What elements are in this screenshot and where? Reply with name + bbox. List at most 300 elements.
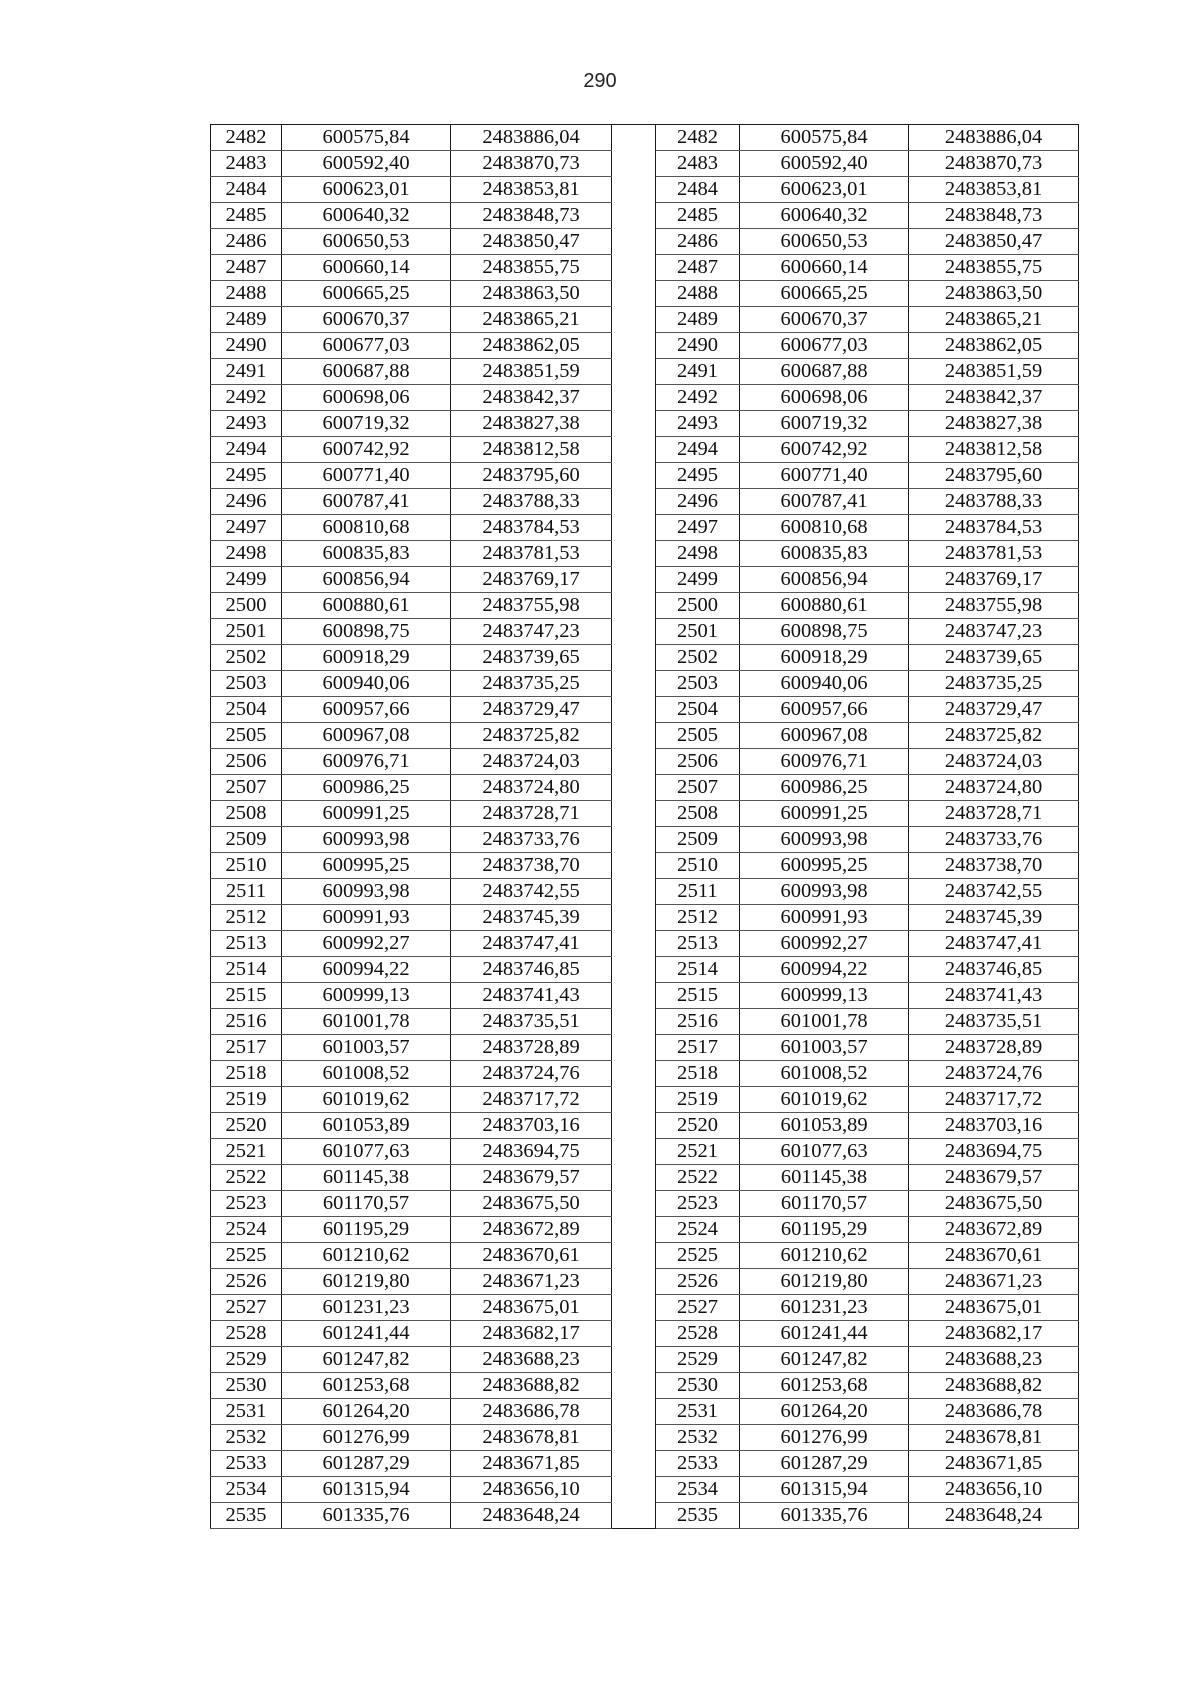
y-coordinate-cell: 2483703,16	[451, 1113, 612, 1139]
x-coordinate-cell: 601077,63	[740, 1139, 909, 1165]
x-coordinate-cell: 600898,75	[282, 619, 451, 645]
x-coordinate-cell: 600856,94	[740, 567, 909, 593]
y-coordinate-cell: 2483788,33	[909, 489, 1079, 515]
y-coordinate-cell: 2483739,65	[909, 645, 1079, 671]
point-number-cell: 2512	[656, 905, 740, 931]
blank-gap-cell	[612, 1321, 656, 1347]
x-coordinate-cell: 601170,57	[740, 1191, 909, 1217]
point-number-cell: 2483	[656, 151, 740, 177]
y-coordinate-cell: 2483848,73	[451, 203, 612, 229]
blank-gap-cell	[612, 1191, 656, 1217]
x-coordinate-cell: 600719,32	[282, 411, 451, 437]
y-coordinate-cell: 2483729,47	[451, 697, 612, 723]
blank-gap-cell	[612, 723, 656, 749]
point-number-cell: 2520	[656, 1113, 740, 1139]
x-coordinate-cell: 601241,44	[740, 1321, 909, 1347]
y-coordinate-cell: 2483735,25	[909, 671, 1079, 697]
table-row	[211, 1061, 1079, 1087]
y-coordinate-cell: 2483745,39	[909, 905, 1079, 931]
point-number-cell: 2503	[656, 671, 740, 697]
point-number-cell: 2493	[656, 411, 740, 437]
point-number-cell: 2498	[211, 541, 282, 567]
point-number-cell: 2520	[211, 1113, 282, 1139]
table-row	[211, 749, 1079, 775]
x-coordinate-cell: 600918,29	[740, 645, 909, 671]
blank-gap-cell	[612, 1295, 656, 1321]
point-number-cell: 2526	[211, 1269, 282, 1295]
x-coordinate-cell: 601315,94	[282, 1477, 451, 1503]
point-number-cell: 2513	[656, 931, 740, 957]
x-coordinate-cell: 600993,98	[282, 879, 451, 905]
x-coordinate-cell: 601335,76	[282, 1503, 451, 1529]
y-coordinate-cell: 2483670,61	[909, 1243, 1079, 1269]
y-coordinate-cell: 2483679,57	[909, 1165, 1079, 1191]
point-number-cell: 2509	[656, 827, 740, 853]
blank-gap-cell	[612, 125, 656, 151]
x-coordinate-cell: 600687,88	[282, 359, 451, 385]
point-number-cell: 2508	[656, 801, 740, 827]
coordinates-table-body	[211, 125, 1079, 1529]
point-number-cell: 2518	[656, 1061, 740, 1087]
y-coordinate-cell: 2483848,73	[909, 203, 1079, 229]
y-coordinate-cell: 2483724,80	[451, 775, 612, 801]
blank-gap-cell	[612, 983, 656, 1009]
point-number-cell: 2494	[656, 437, 740, 463]
point-number-cell: 2513	[211, 931, 282, 957]
blank-gap-cell	[612, 489, 656, 515]
y-coordinate-cell: 2483678,81	[909, 1425, 1079, 1451]
point-number-cell: 2482	[656, 125, 740, 151]
y-coordinate-cell: 2483795,60	[451, 463, 612, 489]
y-coordinate-cell: 2483694,75	[909, 1139, 1079, 1165]
x-coordinate-cell: 600698,06	[282, 385, 451, 411]
table-row	[211, 1243, 1079, 1269]
x-coordinate-cell: 601019,62	[282, 1087, 451, 1113]
blank-gap-cell	[612, 645, 656, 671]
x-coordinate-cell: 601241,44	[282, 1321, 451, 1347]
blank-gap-cell	[612, 515, 656, 541]
table-row	[211, 1191, 1079, 1217]
table-row	[211, 333, 1079, 359]
y-coordinate-cell: 2483812,58	[909, 437, 1079, 463]
x-coordinate-cell: 601253,68	[740, 1373, 909, 1399]
x-coordinate-cell: 600623,01	[740, 177, 909, 203]
table-row	[211, 463, 1079, 489]
blank-gap-cell	[612, 1165, 656, 1191]
x-coordinate-cell: 601195,29	[282, 1217, 451, 1243]
blank-gap-cell	[612, 827, 656, 853]
y-coordinate-cell: 2483812,58	[451, 437, 612, 463]
blank-gap-cell	[612, 775, 656, 801]
x-coordinate-cell: 600994,22	[740, 957, 909, 983]
point-number-cell: 2526	[656, 1269, 740, 1295]
y-coordinate-cell: 2483755,98	[909, 593, 1079, 619]
y-coordinate-cell: 2483656,10	[451, 1477, 612, 1503]
y-coordinate-cell: 2483747,41	[451, 931, 612, 957]
y-coordinate-cell: 2483886,04	[909, 125, 1079, 151]
y-coordinate-cell: 2483739,65	[451, 645, 612, 671]
blank-gap-cell	[612, 931, 656, 957]
table-row	[211, 593, 1079, 619]
y-coordinate-cell: 2483738,70	[909, 853, 1079, 879]
x-coordinate-cell: 600623,01	[282, 177, 451, 203]
x-coordinate-cell: 601219,80	[740, 1269, 909, 1295]
table-row	[211, 1009, 1079, 1035]
x-coordinate-cell: 600986,25	[282, 775, 451, 801]
y-coordinate-cell: 2483717,72	[451, 1087, 612, 1113]
blank-gap-cell	[612, 853, 656, 879]
y-coordinate-cell: 2483725,82	[451, 723, 612, 749]
point-number-cell: 2530	[656, 1373, 740, 1399]
x-coordinate-cell: 600991,93	[282, 905, 451, 931]
point-number-cell: 2495	[211, 463, 282, 489]
x-coordinate-cell: 600810,68	[282, 515, 451, 541]
point-number-cell: 2490	[211, 333, 282, 359]
y-coordinate-cell: 2483724,76	[451, 1061, 612, 1087]
point-number-cell: 2485	[211, 203, 282, 229]
x-coordinate-cell: 600918,29	[282, 645, 451, 671]
x-coordinate-cell: 600957,66	[740, 697, 909, 723]
point-number-cell: 2519	[211, 1087, 282, 1113]
point-number-cell: 2501	[656, 619, 740, 645]
point-number-cell: 2503	[211, 671, 282, 697]
y-coordinate-cell: 2483735,51	[451, 1009, 612, 1035]
x-coordinate-cell: 600856,94	[282, 567, 451, 593]
y-coordinate-cell: 2483851,59	[451, 359, 612, 385]
y-coordinate-cell: 2483678,81	[451, 1425, 612, 1451]
point-number-cell: 2499	[211, 567, 282, 593]
x-coordinate-cell: 600898,75	[740, 619, 909, 645]
blank-gap-cell	[612, 177, 656, 203]
table-row	[211, 1217, 1079, 1243]
point-number-cell: 2504	[656, 697, 740, 723]
point-number-cell: 2533	[656, 1451, 740, 1477]
point-number-cell: 2491	[211, 359, 282, 385]
blank-gap-cell	[612, 801, 656, 827]
x-coordinate-cell: 600880,61	[740, 593, 909, 619]
table-row	[211, 775, 1079, 801]
y-coordinate-cell: 2483725,82	[909, 723, 1079, 749]
x-coordinate-cell: 601287,29	[740, 1451, 909, 1477]
y-coordinate-cell: 2483728,89	[909, 1035, 1079, 1061]
blank-gap-cell	[612, 307, 656, 333]
x-coordinate-cell: 600976,71	[282, 749, 451, 775]
table-row	[211, 931, 1079, 957]
point-number-cell: 2529	[211, 1347, 282, 1373]
x-coordinate-cell: 600665,25	[740, 281, 909, 307]
table-row	[211, 515, 1079, 541]
point-number-cell: 2528	[211, 1321, 282, 1347]
y-coordinate-cell: 2483671,23	[909, 1269, 1079, 1295]
table-row	[211, 541, 1079, 567]
y-coordinate-cell: 2483781,53	[451, 541, 612, 567]
point-number-cell: 2514	[656, 957, 740, 983]
y-coordinate-cell: 2483671,85	[451, 1451, 612, 1477]
x-coordinate-cell: 600677,03	[740, 333, 909, 359]
blank-gap-cell	[612, 697, 656, 723]
point-number-cell: 2489	[656, 307, 740, 333]
point-number-cell: 2497	[211, 515, 282, 541]
y-coordinate-cell: 2483688,23	[451, 1347, 612, 1373]
y-coordinate-cell: 2483724,03	[909, 749, 1079, 775]
y-coordinate-cell: 2483865,21	[909, 307, 1079, 333]
y-coordinate-cell: 2483688,23	[909, 1347, 1079, 1373]
y-coordinate-cell: 2483745,39	[451, 905, 612, 931]
point-number-cell: 2507	[211, 775, 282, 801]
x-coordinate-cell: 600575,84	[740, 125, 909, 151]
point-number-cell: 2524	[656, 1217, 740, 1243]
table-row	[211, 879, 1079, 905]
blank-gap-cell	[612, 1399, 656, 1425]
point-number-cell: 2484	[211, 177, 282, 203]
x-coordinate-cell: 601001,78	[282, 1009, 451, 1035]
x-coordinate-cell: 600880,61	[282, 593, 451, 619]
y-coordinate-cell: 2483788,33	[451, 489, 612, 515]
blank-gap-cell	[612, 1035, 656, 1061]
table-row	[211, 1477, 1079, 1503]
y-coordinate-cell: 2483728,71	[909, 801, 1079, 827]
point-number-cell: 2496	[656, 489, 740, 515]
blank-gap-cell	[612, 1087, 656, 1113]
point-number-cell: 2502	[211, 645, 282, 671]
x-coordinate-cell: 600665,25	[282, 281, 451, 307]
point-number-cell: 2499	[656, 567, 740, 593]
x-coordinate-cell: 600771,40	[740, 463, 909, 489]
point-number-cell: 2510	[656, 853, 740, 879]
point-number-cell: 2525	[656, 1243, 740, 1269]
x-coordinate-cell: 601003,57	[282, 1035, 451, 1061]
table-row	[211, 1347, 1079, 1373]
x-coordinate-cell: 601247,82	[282, 1347, 451, 1373]
point-number-cell: 2486	[656, 229, 740, 255]
point-number-cell: 2529	[656, 1347, 740, 1373]
point-number-cell: 2488	[656, 281, 740, 307]
x-coordinate-cell: 600660,14	[740, 255, 909, 281]
x-coordinate-cell: 601247,82	[740, 1347, 909, 1373]
x-coordinate-cell: 601145,38	[740, 1165, 909, 1191]
y-coordinate-cell: 2483682,17	[451, 1321, 612, 1347]
table-row	[211, 437, 1079, 463]
blank-gap-cell	[612, 437, 656, 463]
blank-gap-cell	[612, 879, 656, 905]
y-coordinate-cell: 2483747,23	[451, 619, 612, 645]
point-number-cell: 2483	[211, 151, 282, 177]
blank-gap-cell	[612, 1477, 656, 1503]
table-row	[211, 385, 1079, 411]
blank-gap-cell	[612, 1503, 656, 1529]
point-number-cell: 2524	[211, 1217, 282, 1243]
point-number-cell: 2493	[211, 411, 282, 437]
y-coordinate-cell: 2483855,75	[909, 255, 1079, 281]
point-number-cell: 2534	[211, 1477, 282, 1503]
y-coordinate-cell: 2483842,37	[451, 385, 612, 411]
y-coordinate-cell: 2483851,59	[909, 359, 1079, 385]
point-number-cell: 2532	[656, 1425, 740, 1451]
y-coordinate-cell: 2483855,75	[451, 255, 612, 281]
y-coordinate-cell: 2483863,50	[909, 281, 1079, 307]
x-coordinate-cell: 600992,27	[740, 931, 909, 957]
coordinates-table	[210, 124, 1079, 1529]
point-number-cell: 2497	[656, 515, 740, 541]
x-coordinate-cell: 600698,06	[740, 385, 909, 411]
x-coordinate-cell: 600991,25	[282, 801, 451, 827]
x-coordinate-cell: 600993,98	[282, 827, 451, 853]
table-row	[211, 411, 1079, 437]
y-coordinate-cell: 2483850,47	[909, 229, 1079, 255]
blank-gap-cell	[612, 151, 656, 177]
x-coordinate-cell: 600592,40	[740, 151, 909, 177]
blank-gap-cell	[612, 1009, 656, 1035]
y-coordinate-cell: 2483670,61	[451, 1243, 612, 1269]
point-number-cell: 2502	[656, 645, 740, 671]
y-coordinate-cell: 2483724,03	[451, 749, 612, 775]
blank-gap-cell	[612, 957, 656, 983]
table-row	[211, 1165, 1079, 1191]
y-coordinate-cell: 2483755,98	[451, 593, 612, 619]
y-coordinate-cell: 2483842,37	[909, 385, 1079, 411]
point-number-cell: 2505	[211, 723, 282, 749]
x-coordinate-cell: 601210,62	[282, 1243, 451, 1269]
table-row	[211, 1503, 1079, 1529]
point-number-cell: 2496	[211, 489, 282, 515]
blank-gap-cell	[612, 905, 656, 931]
x-coordinate-cell: 601008,52	[282, 1061, 451, 1087]
blank-gap-cell	[612, 463, 656, 489]
blank-gap-cell	[612, 1061, 656, 1087]
y-coordinate-cell: 2483717,72	[909, 1087, 1079, 1113]
blank-gap-cell	[612, 359, 656, 385]
blank-gap-cell	[612, 333, 656, 359]
blank-gap-cell	[612, 229, 656, 255]
y-coordinate-cell: 2483679,57	[451, 1165, 612, 1191]
x-coordinate-cell: 601335,76	[740, 1503, 909, 1529]
x-coordinate-cell: 601253,68	[282, 1373, 451, 1399]
x-coordinate-cell: 600719,32	[740, 411, 909, 437]
point-number-cell: 2509	[211, 827, 282, 853]
x-coordinate-cell: 600994,22	[282, 957, 451, 983]
x-coordinate-cell: 600687,88	[740, 359, 909, 385]
x-coordinate-cell: 600999,13	[282, 983, 451, 1009]
table-row	[211, 801, 1079, 827]
x-coordinate-cell: 600787,41	[282, 489, 451, 515]
point-number-cell: 2517	[656, 1035, 740, 1061]
blank-gap-cell	[612, 255, 656, 281]
y-coordinate-cell: 2483675,01	[451, 1295, 612, 1321]
point-number-cell: 2515	[656, 983, 740, 1009]
y-coordinate-cell: 2483850,47	[451, 229, 612, 255]
x-coordinate-cell: 600742,92	[740, 437, 909, 463]
point-number-cell: 2490	[656, 333, 740, 359]
table-row	[211, 177, 1079, 203]
x-coordinate-cell: 601231,23	[282, 1295, 451, 1321]
point-number-cell: 2528	[656, 1321, 740, 1347]
point-number-cell: 2501	[211, 619, 282, 645]
table-row	[211, 125, 1079, 151]
point-number-cell: 2516	[211, 1009, 282, 1035]
point-number-cell: 2489	[211, 307, 282, 333]
y-coordinate-cell: 2483742,55	[451, 879, 612, 905]
blank-gap-cell	[612, 1373, 656, 1399]
point-number-cell: 2521	[211, 1139, 282, 1165]
y-coordinate-cell: 2483781,53	[909, 541, 1079, 567]
point-number-cell: 2522	[211, 1165, 282, 1191]
point-number-cell: 2523	[211, 1191, 282, 1217]
x-coordinate-cell: 600660,14	[282, 255, 451, 281]
point-number-cell: 2535	[656, 1503, 740, 1529]
y-coordinate-cell: 2483648,24	[909, 1503, 1079, 1529]
x-coordinate-cell: 601276,99	[740, 1425, 909, 1451]
point-number-cell: 2486	[211, 229, 282, 255]
x-coordinate-cell: 601195,29	[740, 1217, 909, 1243]
point-number-cell: 2517	[211, 1035, 282, 1061]
point-number-cell: 2512	[211, 905, 282, 931]
y-coordinate-cell: 2483672,89	[451, 1217, 612, 1243]
point-number-cell: 2522	[656, 1165, 740, 1191]
y-coordinate-cell: 2483746,85	[909, 957, 1079, 983]
x-coordinate-cell: 600742,92	[282, 437, 451, 463]
x-coordinate-cell: 600991,25	[740, 801, 909, 827]
blank-gap-cell	[612, 593, 656, 619]
y-coordinate-cell: 2483724,76	[909, 1061, 1079, 1087]
point-number-cell: 2485	[656, 203, 740, 229]
blank-gap-cell	[612, 541, 656, 567]
table-row	[211, 723, 1079, 749]
x-coordinate-cell: 600999,13	[740, 983, 909, 1009]
table-row	[211, 1113, 1079, 1139]
x-coordinate-cell: 601264,20	[740, 1399, 909, 1425]
blank-gap-cell	[612, 567, 656, 593]
blank-gap-cell	[612, 1269, 656, 1295]
point-number-cell: 2487	[656, 255, 740, 281]
point-number-cell: 2500	[211, 593, 282, 619]
point-number-cell: 2491	[656, 359, 740, 385]
point-number-cell: 2482	[211, 125, 282, 151]
x-coordinate-cell: 600957,66	[282, 697, 451, 723]
point-number-cell: 2515	[211, 983, 282, 1009]
table-row	[211, 827, 1079, 853]
point-number-cell: 2484	[656, 177, 740, 203]
x-coordinate-cell: 600940,06	[282, 671, 451, 697]
y-coordinate-cell: 2483675,50	[909, 1191, 1079, 1217]
y-coordinate-cell: 2483827,38	[451, 411, 612, 437]
blank-gap-cell	[612, 1347, 656, 1373]
x-coordinate-cell: 601170,57	[282, 1191, 451, 1217]
y-coordinate-cell: 2483724,80	[909, 775, 1079, 801]
y-coordinate-cell: 2483742,55	[909, 879, 1079, 905]
table-row	[211, 1373, 1079, 1399]
point-number-cell: 2508	[211, 801, 282, 827]
y-coordinate-cell: 2483863,50	[451, 281, 612, 307]
blank-gap-cell	[612, 1217, 656, 1243]
y-coordinate-cell: 2483728,71	[451, 801, 612, 827]
point-number-cell: 2511	[656, 879, 740, 905]
y-coordinate-cell: 2483656,10	[909, 1477, 1079, 1503]
y-coordinate-cell: 2483733,76	[909, 827, 1079, 853]
x-coordinate-cell: 600967,08	[282, 723, 451, 749]
x-coordinate-cell: 600640,32	[740, 203, 909, 229]
y-coordinate-cell: 2483741,43	[909, 983, 1079, 1009]
blank-gap-cell	[612, 619, 656, 645]
x-coordinate-cell: 600835,83	[282, 541, 451, 567]
point-number-cell: 2492	[211, 385, 282, 411]
y-coordinate-cell: 2483795,60	[909, 463, 1079, 489]
point-number-cell: 2500	[656, 593, 740, 619]
table-row	[211, 1451, 1079, 1477]
point-number-cell: 2498	[656, 541, 740, 567]
y-coordinate-cell: 2483741,43	[451, 983, 612, 1009]
point-number-cell: 2519	[656, 1087, 740, 1113]
x-coordinate-cell: 601145,38	[282, 1165, 451, 1191]
